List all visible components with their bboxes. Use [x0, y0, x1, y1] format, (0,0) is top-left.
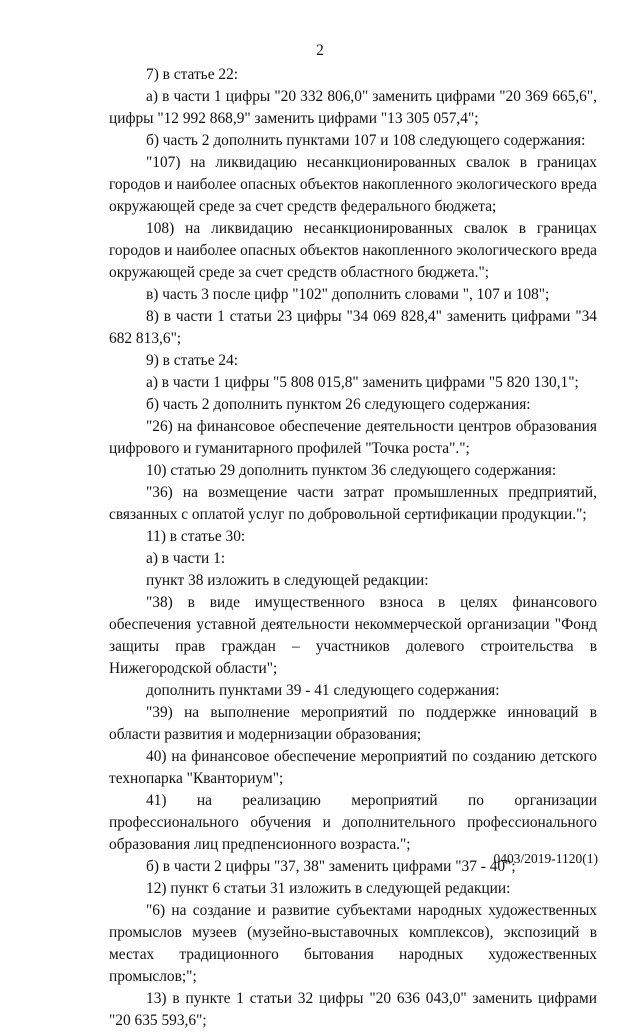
page-number: 2: [316, 42, 324, 59]
paragraph-7b: б) часть 2 дополнить пунктами 107 и 108 следующего содержания:: [146, 132, 586, 149]
document-body: [109, 64, 597, 1032]
paragraph-40: 40) на финансовое обеспечение мероприятий по созданию детского технопарка "Кванториум";: [109, 748, 597, 787]
paragraph-13: 13) в пункте 1 статьи 32 цифры "20 636 043,0" заменить цифрами "20 635 593,6";: [109, 990, 597, 1029]
paragraph-108: 108) на ликвидацию несанкционированных свалок в границах городов и наиболее опасных объектов накопленного экологического вреда окружающей среде за счет средств областного бюджета.";: [109, 220, 597, 281]
paragraph-11: 11) в статье 30:: [146, 528, 246, 545]
paragraph-7a: а) в части 1 цифры "20 332 806,0" заменить цифрами "20 369 665,6", цифры "12 992 868,9" заменить цифрами "13 305 057,4";: [109, 88, 597, 127]
paragraph-39: "39) на выполнение мероприятий по поддержке инноваций в области развития и модернизации образования;: [109, 704, 597, 743]
paragraph-7v: в) часть 3 после цифр "102" дополнить словами ", 107 и 108";: [146, 286, 550, 303]
paragraph-38: "38) в виде имущественного взноса в целях финансового обеспечения уставной деятельности некоммерческой организации "Фонд защиты прав граждан – участников долевого строительства в Нижегородской области";: [109, 594, 597, 677]
paragraph-36: "36) на возмещение части затрат промышленных предприятий, связанных с оплатой услуг по добровольной сертификации продукции.";: [109, 484, 597, 523]
paragraph-11a: а) в части 1:: [146, 550, 226, 567]
paragraph-41: 41) на реализацию мероприятий по организации профессионального обучения и дополнительного профессионального образования лиц предпенсионного возраста.";: [109, 792, 597, 853]
paragraph-26: "26) на финансовое обеспечение деятельности центров образования цифрового и гуманитарного профилей "Точка роста".";: [109, 418, 597, 457]
paragraph-item-38-intro: пункт 38 изложить в следующей редакции:: [146, 572, 429, 589]
paragraph-6: "6) на создание и развитие субъектами народных художественных промыслов музеев (музейно-выставочных комплексов), экспозиций в местах традиционного бытования народных художественных промыслов;";: [109, 902, 597, 985]
document-code: 0403/2019-1120(1): [493, 851, 598, 866]
paragraph-7: 7) в статье 22:: [146, 66, 239, 83]
paragraph-8: 8) в части 1 статьи 23 цифры "34 069 828,4" заменить цифрами "34 682 813,6";: [109, 308, 597, 347]
paragraph-9: 9) в статье 24:: [146, 352, 239, 369]
paragraph-9b: б) часть 2 дополнить пунктом 26 следующего содержания:: [146, 396, 531, 413]
paragraph-39-41-intro: дополнить пунктами 39 - 41 следующего содержания:: [146, 682, 500, 699]
paragraph-9a: а) в части 1 цифры "5 808 015,8" заменить цифрами "5 820 130,1";: [146, 374, 579, 391]
paragraph-107: "107) на ликвидацию несанкционированных свалок в границах городов и наиболее опасных объектов накопленного экологического вреда окружающей среде за счет средств федерального бюджета;: [109, 154, 597, 215]
paragraph-11b: б) в части 2 цифры "37, 38" заменить цифрами "37 - 40";: [146, 858, 516, 875]
paragraph-12: 12) пункт 6 статьи 31 изложить в следующей редакции:: [146, 880, 511, 897]
paragraph-10: 10) статью 29 дополнить пунктом 36 следующего содержания:: [146, 462, 557, 479]
